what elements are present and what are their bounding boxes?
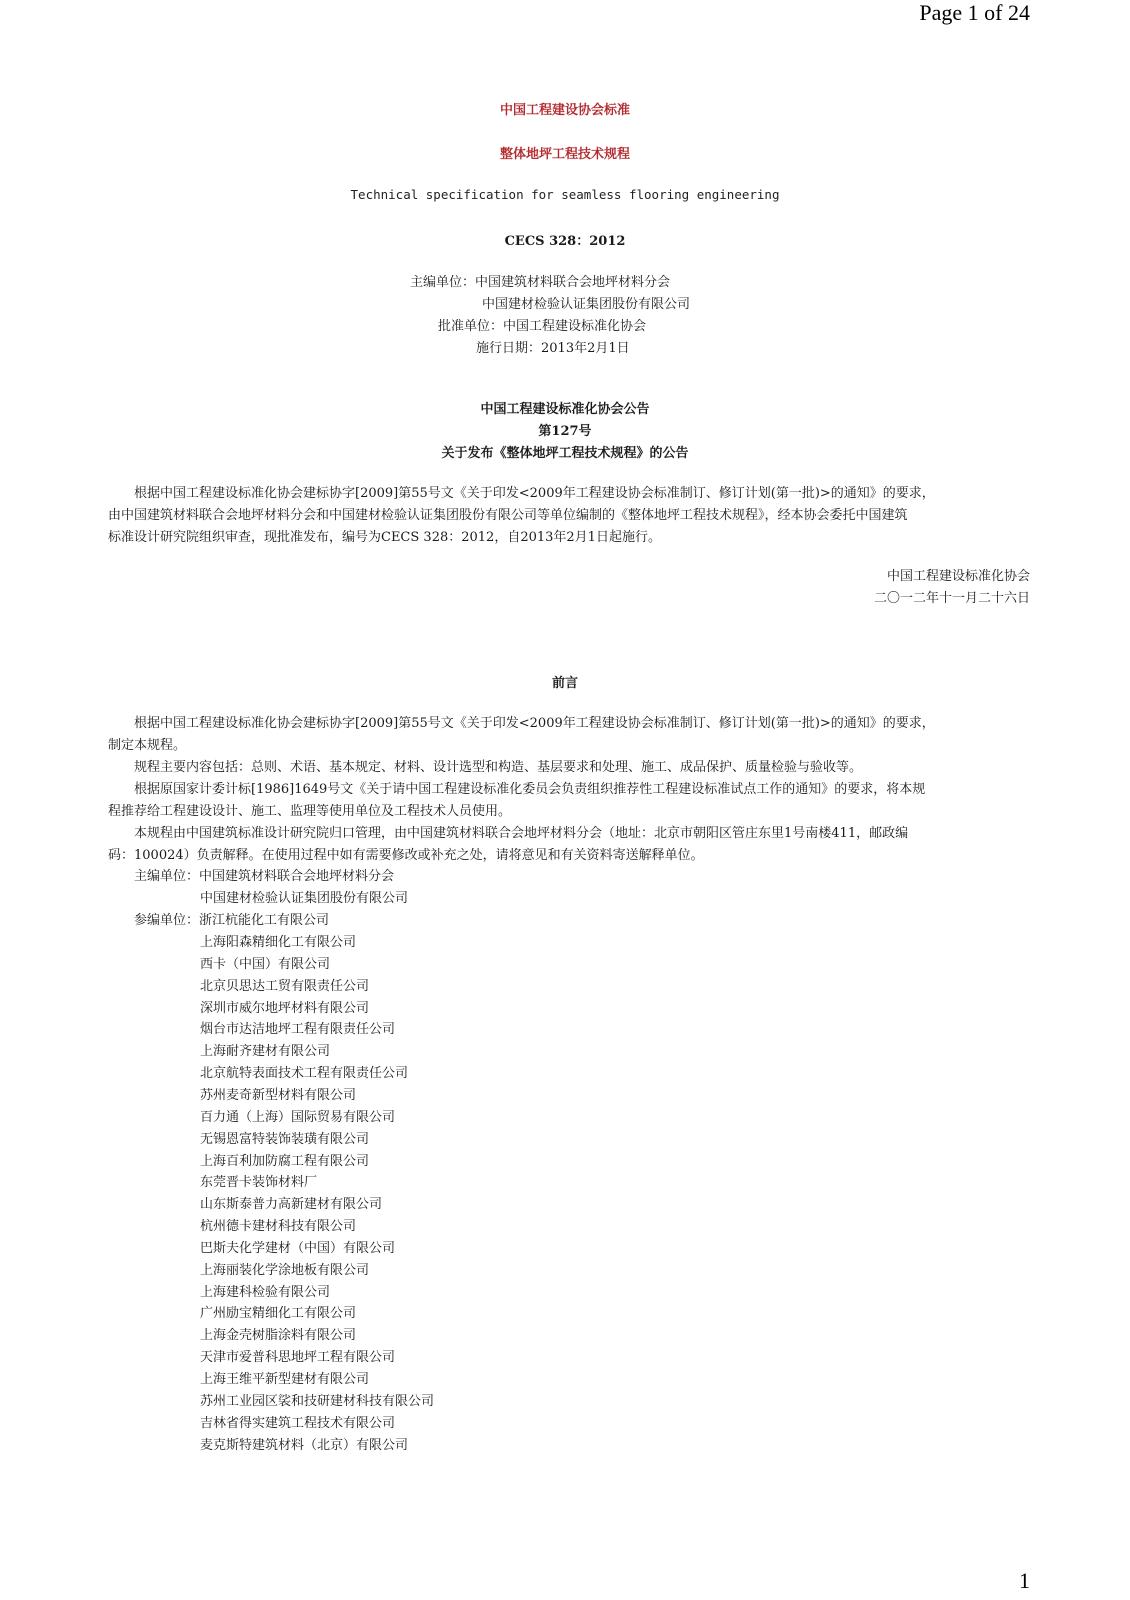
- chief-editor-row: [410, 272, 670, 294]
- participating-unit: 烟台市达洁地坪工程有限责任公司: [200, 1022, 396, 1038]
- signature-date: 二〇一二年十一月二十六日: [873, 591, 1030, 606]
- preface-participating-label: 参编单位：浙江杭能化工有限公司: [134, 913, 330, 928]
- participating-unit: 苏州工业园区裟和技研建材科技有限公司: [200, 1393, 435, 1409]
- announcement-body-line-3: 标准设计研究院组织审查，现批准发布，编号为CECS 328：2012，自2013年2月1日起施行。: [108, 530, 661, 545]
- preface-p3-line-2: 程推荐给工程建设设计、施工、监理等使用单位及工程技术人员使用。: [108, 804, 512, 819]
- participating-unit: 深圳市威尔地坪材料有限公司: [200, 1000, 370, 1016]
- preface-p1-line-1: 根据中国工程建设标准化协会建标协字[2009]第55号文《关于印发<2009年工程建设协会标准制订、修订计划(第一批)>的通知》的要求，: [134, 716, 935, 731]
- document-title: 整体地坪工程技术规程: [499, 147, 630, 162]
- participating-unit: 巴斯夫化学建材（中国）有限公司: [200, 1240, 396, 1256]
- participating-unit: 上海百利加防腐工程有限公司: [200, 1153, 370, 1169]
- participating-unit: 吉林省得实建筑工程技术有限公司: [200, 1415, 396, 1431]
- preface-chief-editor-2: 中国建材检验认证集团股份有限公司: [200, 891, 409, 906]
- participating-unit: 上海建科检验有限公司: [200, 1284, 331, 1300]
- participating-unit: 北京航特表面技术工程有限责任公司: [200, 1066, 409, 1082]
- chief-editor-2: 中国建材检验认证集团股份有限公司: [482, 297, 691, 312]
- participating-unit: 北京贝思达工贸有限责任公司: [200, 978, 370, 994]
- participating-unit: 东莞晋卡装饰材料厂: [200, 1175, 318, 1191]
- signature-org: 中国工程建设标准化协会: [886, 569, 1030, 584]
- participating-unit: 山东斯泰普力高新建材有限公司: [200, 1197, 383, 1213]
- participating-unit: 上海丽装化学涂地板有限公司: [200, 1262, 370, 1278]
- chief-editor-1: 中国建筑材料联合会地坪材料分会: [475, 275, 671, 290]
- announcement-subject: 关于发布《整体地坪工程技术规程》的公告: [441, 446, 689, 461]
- standard-code: CECS 328：2012: [504, 234, 626, 249]
- participating-unit: 无锡恩富特装饰装璜有限公司: [200, 1131, 370, 1147]
- page-number: 1: [1019, 1568, 1030, 1593]
- participating-unit: 上海耐齐建材有限公司: [200, 1044, 331, 1060]
- preface-p4-line-1: 本规程由中国建筑标准设计研究院归口管理，由中国建筑材料联合会地坪材料分会（地址：北京市朝阳区管庄东里1号南楼411，邮政编: [134, 826, 909, 841]
- participating-unit: 上海阳森精细化工有限公司: [200, 935, 357, 950]
- announcement-number: 第127号: [538, 424, 592, 439]
- english-title: Technical specification for seamless flooring engineering: [350, 187, 780, 202]
- announcement-body-line-2: 由中国建筑材料联合会地坪材料分会和中国建材检验认证集团股份有限公司等单位编制的《整体地坪工程技术规程》，经本协会委托中国建筑: [108, 508, 908, 523]
- announcement-body-line-1: 根据中国工程建设标准化协会建标协字[2009]第55号文《关于印发<2009年工程建设协会标准制订、修订计划(第一批)>的通知》的要求，: [134, 486, 935, 501]
- participating-unit: 上海金壳树脂涂料有限公司: [200, 1328, 357, 1344]
- preface-heading: 前言: [551, 676, 578, 691]
- participating-unit: 杭州德卡建材科技有限公司: [200, 1219, 357, 1235]
- preface-p1-line-2: 制定本规程。: [108, 738, 187, 753]
- page-counter: Page 1 of 24: [919, 0, 1030, 25]
- approver: 批准单位：中国工程建设标准化协会: [438, 319, 647, 334]
- preface-p3-line-1: 根据原国家计委计标[1986]1649号文《关于请中国工程建设标准化委员会负责组织推荐性工程建设标准试点工作的通知》的要求，将本规: [134, 782, 926, 797]
- preface-p4-line-2: 码：100024）负责解释。在使用过程中如有需要修改或补充之处，请将意见和有关资料寄送解释单位。: [108, 848, 704, 863]
- announcement-issuer: 中国工程建设标准化协会公告: [480, 402, 650, 417]
- effective-date: 施行日期：2013年2月1日: [476, 341, 630, 356]
- preface-chief-editor: 主编单位：中国建筑材料联合会地坪材料分会: [134, 869, 395, 884]
- participating-unit: 广州励宝精细化工有限公司: [200, 1306, 357, 1322]
- participating-unit: 百力通（上海）国际贸易有限公司: [200, 1109, 396, 1125]
- participating-unit: 西卡（中国）有限公司: [200, 956, 331, 972]
- participating-unit: 麦克斯特建筑材料（北京）有限公司: [200, 1437, 409, 1453]
- participating-unit: 天津市爱普科思地坪工程有限公司: [200, 1350, 396, 1366]
- preface-p2: 规程主要内容包括：总则、术语、基本规定、材料、设计选型和构造、基层要求和处理、施工、成品保护、质量检验与验收等。: [134, 760, 863, 775]
- chief-editor-label: 主编单位：: [410, 275, 476, 290]
- participating-unit: 上海王维平新型建材有限公司: [200, 1372, 370, 1387]
- participating-unit: 苏州麦奇新型材料有限公司: [200, 1087, 357, 1103]
- association-standard-title: 中国工程建设协会标准: [499, 103, 630, 118]
